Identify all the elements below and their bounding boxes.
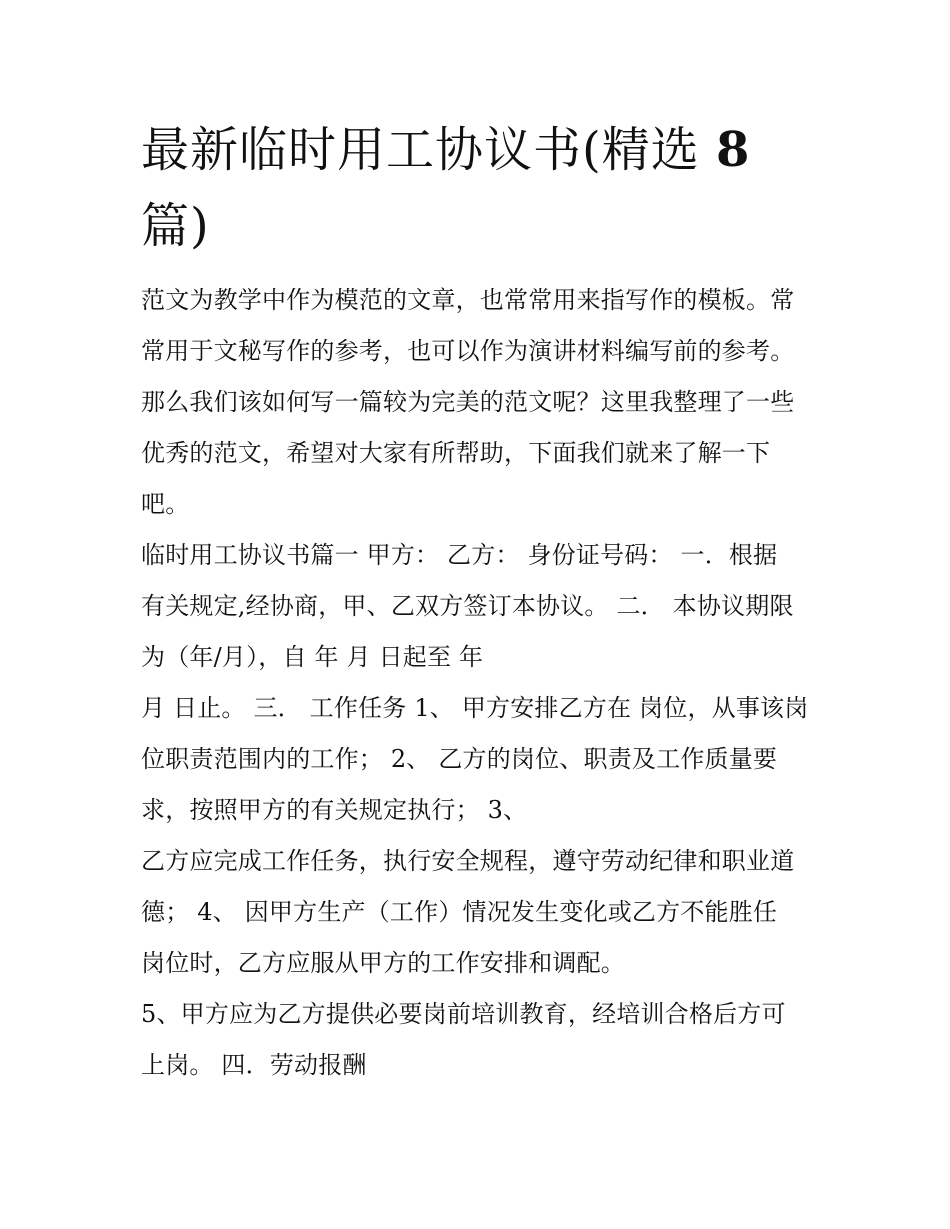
title-text: 最新临时用工协议书(精选 [141, 122, 700, 178]
body-line: 5、甲方应为乙方提供必要岗前培训教育，经培训合格后方可 [141, 1000, 786, 1028]
body-line: 月 日止。 三． 工作任务 1、 甲方安排乙方在 岗位，从事该岗 [141, 694, 809, 722]
body-line: 为（年/月），自 年 月 日起至 年 [141, 643, 484, 671]
body-line: 临时用工协议书篇一 甲方： 乙方： 身份证号码： 一．根据 [141, 541, 778, 569]
body-line: 常用于文秘写作的参考，也可以作为演讲材料编写前的参考。 [141, 337, 795, 365]
body-line: 位职责范围内的工作； 2、 乙方的岗位、职责及工作质量要 [141, 745, 778, 773]
body-line: 范文为教学中作为模范的文章，也常常用来指写作的模板。常 [141, 286, 795, 314]
title-count: 8 [716, 122, 751, 178]
body-line: 吧。 [141, 490, 190, 518]
body-line: 乙方应完成工作任务，执行安全规程，遵守劳动纪律和职业道 [141, 847, 795, 875]
body-line: 岗位时，乙方应服从甲方的工作安排和调配。 [141, 949, 625, 977]
body-line: 有关规定,经协商，甲、乙双方签订本协议。 二． 本协议期限 [141, 592, 794, 620]
body-line: 优秀的范文，希望对大家有所帮助，下面我们就来了解一下 [141, 439, 771, 467]
body-line: 上岗。 四．劳动报酬 [141, 1051, 367, 1079]
body-line: 求，按照甲方的有关规定执行； 3、 [141, 796, 528, 824]
document-title [141, 112, 781, 264]
body-line: 那么我们该如何写一篇较为完美的范文呢？这里我整理了一些 [141, 388, 795, 416]
body-line: 德； 4、 因甲方生产（工作）情况发生变化或乙方不能胜任 [141, 898, 778, 926]
title-text-line2: 篇) [141, 198, 210, 254]
